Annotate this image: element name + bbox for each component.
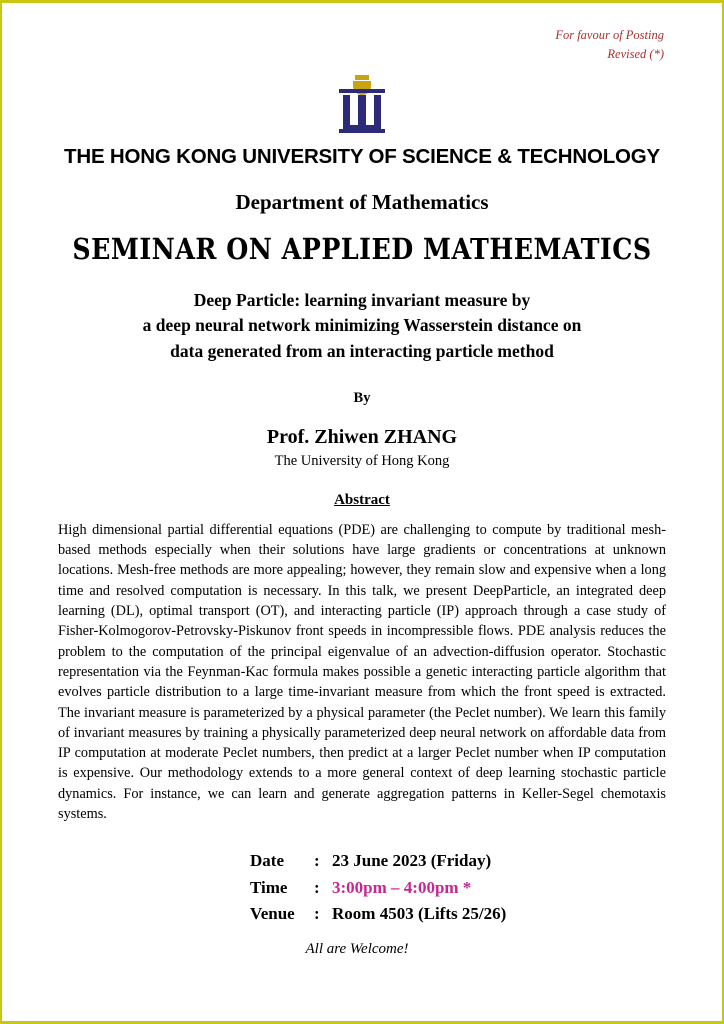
event-details bbox=[32, 848, 692, 927]
detail-row-date bbox=[250, 848, 692, 874]
abstract-text: High dimensional partial differential equations (PDE) are challenging to compute by traditional mesh-based methods especially when their solutions have large gradients or concentrations at unknown locations. Mesh-free methods are more appealing; however, they remain slow and expensive when a long time and resolved computation is necessary. In this talk, we present DeepParticle, an integrated deep learning (DL), optimal transport (OT), and interacting particle (IP) approach through a case study of Fisher-Kolmogorov-Petrovsky-Piskunov front speeds in incompressible flows. PDE analysis reduces the problem to the computation of the principal eigenvalue of an advection-diffusion operator. Stochastic representation via the Feynman-Kac formula makes possible a genetic interacting particle algorithm that evolves particle distribution to a large time-invariant measure from which the front speed is extracted. The invariant measure is parameterized by a physical parameter (the Peclet number). We learn this family of invariant measures by training a physically parameterized deep neural network on affordable data from IP computation at moderate Peclet numbers, then predict at a larger Peclet number when IP computation is expensive. Our methodology extends to a more general context of deep learning stochastic particle dynamics. For instance, we can learn and generate aggregation patterns in Keller-Segel chemotaxis systems. bbox=[58, 521, 666, 823]
welcome-note: All are Welcome! bbox=[305, 941, 409, 958]
detail-row-venue bbox=[250, 901, 692, 927]
date-value: 23 June 2023 (Friday) bbox=[332, 851, 492, 871]
logo-container bbox=[32, 75, 692, 137]
talk-title-line3: data generated from an interacting particle method bbox=[170, 340, 554, 361]
venue-colon: : bbox=[314, 904, 320, 924]
venue-label: Venue bbox=[250, 904, 295, 924]
speaker-name: Prof. Zhiwen ZHANG bbox=[266, 425, 458, 448]
abstract-heading: Abstract bbox=[334, 491, 390, 508]
time-colon: : bbox=[314, 877, 320, 897]
talk-title-line1: Deep Particle: learning invariant measure by bbox=[193, 289, 531, 310]
posting-note-line1: For favour of Posting bbox=[555, 28, 664, 42]
speaker-affiliation: The University of Hong Kong bbox=[274, 452, 450, 469]
detail-row-time bbox=[250, 875, 692, 901]
date-colon: : bbox=[314, 851, 320, 871]
by-label: By bbox=[353, 389, 371, 406]
talk-title-line2: a deep neural network minimizing Wasserstein distance on bbox=[142, 315, 582, 336]
posting-note bbox=[32, 26, 692, 65]
posting-note-line2: Revised (*) bbox=[607, 47, 664, 62]
seminar-heading: SEMINAR ON APPLIED MATHEMATICS bbox=[72, 231, 652, 266]
hkust-logo-icon bbox=[335, 75, 389, 133]
time-label: Time bbox=[250, 877, 288, 897]
time-value: 3:00pm – 4:00pm * bbox=[332, 877, 472, 897]
talk-title bbox=[32, 288, 692, 364]
date-label: Date bbox=[250, 851, 284, 871]
department-name: Department of Mathematics bbox=[235, 189, 489, 214]
university-name: THE HONG KONG UNIVERSITY OF SCIENCE & TECHNOLOGY bbox=[64, 144, 660, 168]
venue-value: Room 4503 (Lifts 25/26) bbox=[332, 904, 507, 924]
